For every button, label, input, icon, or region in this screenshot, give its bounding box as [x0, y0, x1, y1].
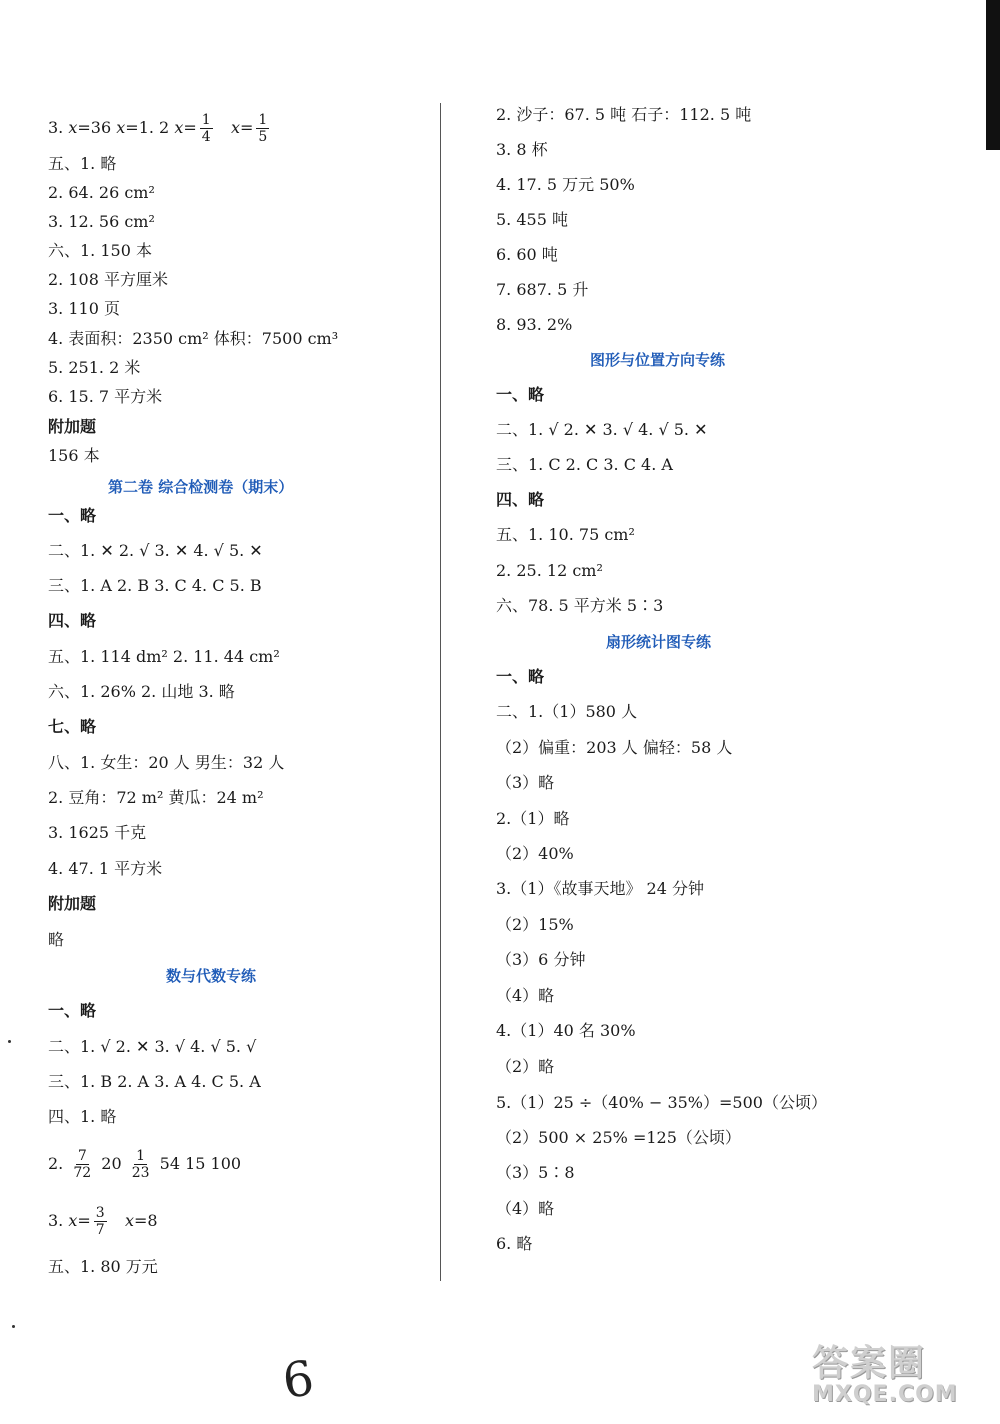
answer-line: 二、1. ✕ 2. √ 3. ✕ 4. √ 5. ✕ [48, 541, 263, 560]
answer-line: 2. 25. 12 cm² [496, 561, 603, 580]
section-heading: 第二卷 综合检测卷（期末） [108, 478, 294, 496]
answer-line: 4. 47. 1 平方米 [48, 859, 163, 878]
answer-line: 五、1. 80 万元 [48, 1257, 158, 1276]
answer-line: 五、1. 略 [48, 154, 117, 173]
answer-line: 三、1. B 2. A 3. A 4. C 5. A [48, 1072, 261, 1091]
answer-line: 3. 110 页 [48, 299, 120, 318]
answer-line: 4. 表面积：2350 cm² 体积：7500 cm³ [48, 329, 339, 348]
answer-line: 四、略 [496, 490, 545, 509]
fraction: $\frac{1}{4}$ [201, 112, 211, 145]
answer-line: 7. 687. 5 升 [496, 280, 589, 299]
answer-line: （2）500 × 25% =125（公顷） [496, 1128, 741, 1147]
answer-line: 3. x=36 x=1. 2 x= $\frac{1}{4}$ x= $\frac{1}{5}$ [48, 112, 268, 145]
answer-line: 4.（1）40 名 30% [496, 1021, 636, 1040]
answer-line: 6. 60 吨 [496, 245, 558, 264]
page-edge-bar [986, 0, 1000, 150]
answer-line: 5. 455 吨 [496, 210, 568, 229]
answer-line: 一、略 [48, 1001, 97, 1020]
answer-line: （2）40% [496, 844, 574, 863]
section-label: 附加题 [48, 417, 97, 436]
answer-line: 5. 251. 2 米 [48, 358, 141, 377]
answer-line: 156 本 [48, 446, 100, 465]
answer-line: （2）略 [496, 1057, 555, 1076]
scan-speck [8, 1040, 11, 1043]
site-watermark [812, 1345, 987, 1417]
answer-line: 二、1. √ 2. ✕ 3. √ 4. √ 5. √ [48, 1037, 257, 1056]
answer-line: （4）略 [496, 986, 555, 1005]
fraction: $\frac{1}{5}$ [258, 112, 268, 145]
section-heading: 数与代数专练 [166, 967, 257, 985]
answer-line: 一、略 [496, 385, 545, 404]
answer-line: 五、1. 114 dm² 2. 11. 44 cm² [48, 647, 280, 666]
answer-line: 六、1. 26% 2. 山地 3. 略 [48, 682, 235, 701]
answer-line: 一、略 [48, 506, 97, 525]
answer-line: 2. 108 平方厘米 [48, 270, 168, 289]
answer-line: 3. x= $\frac{3}{7}$ x=8 [48, 1205, 158, 1238]
answer-line: 2. 64. 26 cm² [48, 183, 155, 202]
answer-line: 2. 沙子：67. 5 吨 石子：112. 5 吨 [496, 105, 752, 124]
answer-line: 6. 略 [496, 1234, 533, 1253]
answer-line: 2.（1）略 [496, 809, 570, 828]
answer-line: 2. $\frac{7}{72}$ 20 $\frac{1}{23}$ 54 15 100 [48, 1148, 242, 1181]
answer-line: 三、1. A 2. B 3. C 4. C 5. B [48, 576, 262, 595]
answer-line: 3. 1625 千克 [48, 823, 147, 842]
answer-line: 3.（1）《故事天地》 24 分钟 [496, 879, 704, 898]
answer-line: 六、78. 5 平方米 5∶3 [496, 596, 664, 615]
fraction: $\frac{7}{72}$ [73, 1148, 92, 1181]
answer-line: 三、1. C 2. C 3. C 4. A [496, 455, 673, 474]
answer-line: 七、略 [48, 717, 97, 736]
section-heading: 图形与位置方向专练 [590, 351, 726, 369]
answer-line: 3. 8 杯 [496, 140, 548, 159]
answer-line: 五、1. 10. 75 cm² [496, 525, 635, 544]
answer-line: 四、略 [48, 611, 97, 630]
answer-line: 略 [48, 930, 65, 949]
answer-line: 二、1.（1）580 人 [496, 702, 638, 721]
answer-line: （3）略 [496, 773, 555, 792]
answer-line: 四、1. 略 [48, 1107, 117, 1126]
answer-line: 二、1. √ 2. ✕ 3. √ 4. √ 5. ✕ [496, 420, 708, 439]
answer-line: （4）略 [496, 1199, 555, 1218]
watermark-logo-text: 答案圈 [812, 1343, 927, 1384]
watermark-url: MXQE.COM [812, 1382, 958, 1407]
answer-line: 八、1. 女生：20 人 男生：32 人 [48, 753, 285, 772]
fraction: $\frac{3}{7}$ [95, 1205, 105, 1238]
answer-line: 2. 豆角：72 m² 黄瓜：24 m² [48, 788, 264, 807]
answer-line: 6. 15. 7 平方米 [48, 387, 163, 406]
scan-speck [12, 1325, 15, 1328]
answer-line: （3）6 分钟 [496, 950, 586, 969]
answer-line: 4. 17. 5 万元 50% [496, 175, 635, 194]
fraction: $\frac{1}{23}$ [131, 1148, 150, 1181]
section-label: 附加题 [48, 894, 97, 913]
answer-line: 六、1. 150 本 [48, 241, 152, 260]
answer-line: （2）偏重：203 人 偏轻：58 人 [496, 738, 733, 757]
answer-line: 5.（1）25 ÷（40% − 35%）=500（公顷） [496, 1093, 827, 1112]
handwritten-page-number: 6 [279, 1350, 318, 1410]
column-divider [440, 103, 441, 1281]
answer-line: （2）15% [496, 915, 574, 934]
answer-line: 8. 93. 2% [496, 315, 573, 334]
section-heading: 扇形统计图专练 [606, 633, 712, 651]
answer-line: （3）5∶8 [496, 1163, 575, 1182]
answer-line: 3. 12. 56 cm² [48, 212, 155, 231]
answer-line: 一、略 [496, 667, 545, 686]
